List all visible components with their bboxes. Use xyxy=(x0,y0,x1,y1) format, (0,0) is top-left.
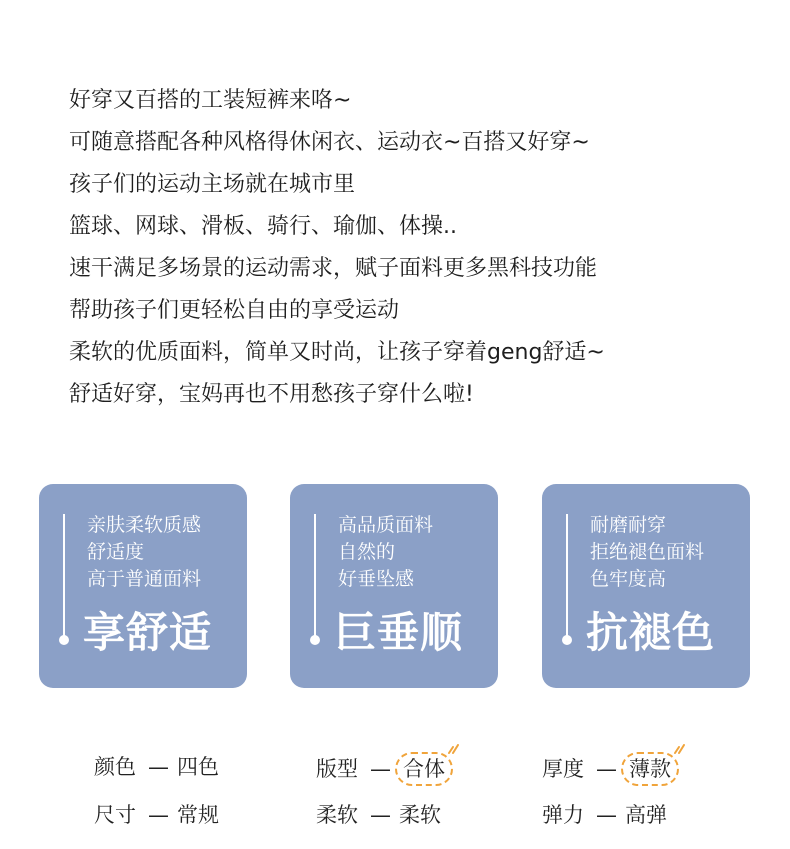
spec-fit xyxy=(316,752,453,786)
intro-line: 舒适好穿，宝妈再也不用愁孩子穿什么啦! xyxy=(69,382,474,407)
feature-card-drape xyxy=(290,484,498,688)
intro-text xyxy=(69,80,769,416)
sparkle-icon xyxy=(447,742,461,756)
spec-value-highlighted xyxy=(395,752,453,786)
spec-elasticity xyxy=(542,800,667,830)
spec-softness xyxy=(316,800,441,830)
spec-size xyxy=(94,800,219,830)
card-dot xyxy=(310,635,320,645)
spec-separator: — xyxy=(370,803,391,827)
feature-card-comfort xyxy=(39,484,247,688)
sparkle-icon xyxy=(673,742,687,756)
card-dot xyxy=(562,635,572,645)
spec-value: 柔软 xyxy=(399,803,441,827)
spec-value: 合体 xyxy=(403,757,445,781)
spec-thickness xyxy=(542,752,679,786)
spec-separator: — xyxy=(596,803,617,827)
card-headline: 抗褪色 xyxy=(586,608,716,657)
card-dot xyxy=(59,635,69,645)
feature-card-colorfast xyxy=(542,484,750,688)
card-desc-line: 高品质面料 xyxy=(338,514,434,536)
spec-value: 高弹 xyxy=(625,803,667,827)
card-desc-line: 舒适度 xyxy=(87,541,145,563)
card-desc-line: 拒绝褪色面料 xyxy=(590,541,705,563)
spec-label: 尺寸 xyxy=(94,803,136,827)
spec-label: 版型 xyxy=(316,757,358,781)
spec-label: 厚度 xyxy=(542,757,584,781)
card-description xyxy=(338,512,433,593)
intro-line: 孩子们的运动主场就在城市里 xyxy=(69,172,356,197)
card-rail xyxy=(566,514,568,638)
card-desc-line: 亲肤柔软质感 xyxy=(87,514,202,536)
card-desc-line: 耐磨耐穿 xyxy=(590,514,667,536)
spec-value: 四色 xyxy=(177,755,219,779)
spec-separator: — xyxy=(148,803,169,827)
card-rail xyxy=(63,514,65,638)
spec-color xyxy=(94,752,219,782)
card-rail xyxy=(314,514,316,638)
card-headline: 享舒适 xyxy=(83,608,213,657)
intro-line: 可随意搭配各种风格得休闲衣、运动衣~百搭又好穿~ xyxy=(69,130,590,155)
card-description xyxy=(87,512,201,593)
spec-label: 颜色 xyxy=(94,755,136,779)
intro-line: 篮球、网球、滑板、骑行、瑜伽、体操.. xyxy=(69,214,457,239)
spec-label: 柔软 xyxy=(316,803,358,827)
card-desc-line: 高于普通面料 xyxy=(87,568,202,590)
spec-label: 弹力 xyxy=(542,803,584,827)
intro-line: 帮助孩子们更轻松自由的享受运动 xyxy=(69,298,400,323)
spec-value: 薄款 xyxy=(629,757,671,781)
intro-line: 柔软的优质面料，简单又时尚，让孩子穿着geng舒适~ xyxy=(69,340,605,365)
card-headline: 巨垂顺 xyxy=(334,608,464,657)
intro-line: 速干满足多场景的运动需求，赋子面料更多黑科技功能 xyxy=(69,256,598,281)
spec-value-highlighted xyxy=(621,752,679,786)
spec-separator: — xyxy=(370,757,391,781)
spec-separator: — xyxy=(596,757,617,781)
intro-line: 好穿又百搭的工装短裤来咯~ xyxy=(69,88,352,113)
spec-value: 常规 xyxy=(177,803,219,827)
card-description xyxy=(590,512,704,593)
spec-separator: — xyxy=(148,755,169,779)
card-desc-line: 自然的 xyxy=(338,541,396,563)
card-desc-line: 色牢度高 xyxy=(590,568,667,590)
card-desc-line: 好垂坠感 xyxy=(338,568,415,590)
